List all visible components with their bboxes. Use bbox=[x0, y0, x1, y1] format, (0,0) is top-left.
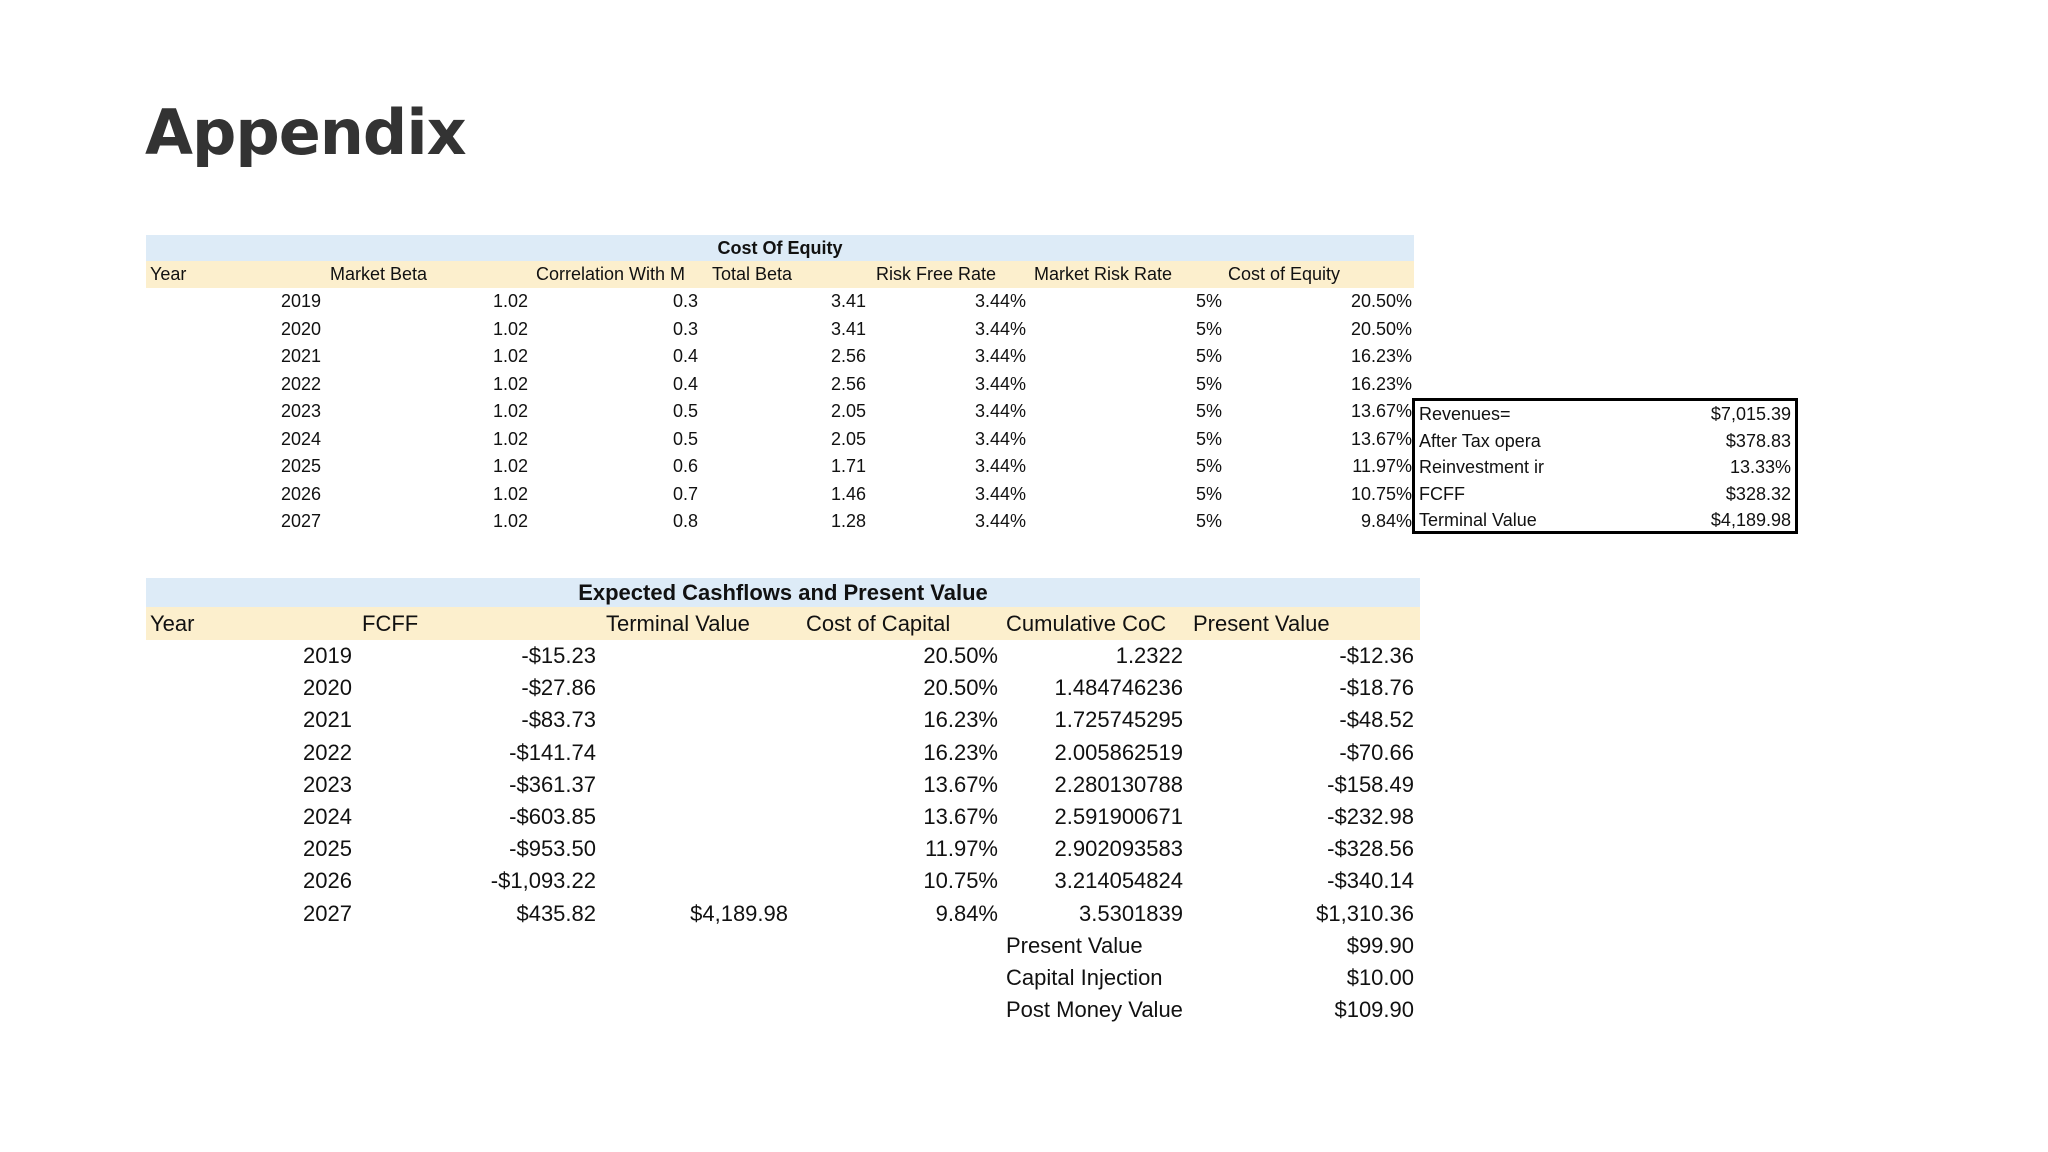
summary-value: $7,015.39 bbox=[1710, 404, 1791, 424]
table-row bbox=[146, 801, 1420, 833]
table-cell: 5% bbox=[1195, 373, 1222, 394]
table-cell: 16.23% bbox=[1350, 373, 1412, 394]
table-cell: 9.84% bbox=[1360, 511, 1412, 531]
table-cell: $435.82 bbox=[516, 900, 596, 926]
summary-value: $4,189.98 bbox=[1710, 510, 1791, 530]
table-cell: 2020 bbox=[303, 675, 352, 701]
table-cell: 2023 bbox=[280, 401, 321, 421]
table-cell: 2027 bbox=[280, 511, 321, 531]
table-cell: 3.214054824 bbox=[1054, 868, 1183, 894]
table-cell: -$83.73 bbox=[521, 707, 596, 733]
table-cell: 2022 bbox=[303, 739, 352, 765]
table-cell: 2019 bbox=[303, 643, 352, 668]
summary-row bbox=[1415, 481, 1795, 508]
summary-row bbox=[1415, 454, 1795, 481]
table-cell: 1.02 bbox=[492, 428, 528, 449]
table-cell: 1.02 bbox=[492, 346, 528, 366]
table-cell: 3.44% bbox=[974, 401, 1026, 421]
table-cell: 2024 bbox=[303, 803, 352, 829]
column-header: Year bbox=[150, 611, 195, 636]
table-cell: 3.44% bbox=[974, 483, 1026, 504]
summary-label: Terminal Value bbox=[1419, 510, 1537, 530]
summary-value: $328.32 bbox=[1725, 483, 1791, 504]
table-cell: 1.02 bbox=[492, 318, 528, 339]
column-header: Cost of Capital bbox=[806, 611, 951, 636]
table-cell: 16.23% bbox=[923, 707, 998, 733]
summary-label: Reinvestment ir bbox=[1419, 457, 1545, 477]
table-cell: 2.005862519 bbox=[1054, 739, 1183, 765]
table-cell: 3.5301839 bbox=[1079, 900, 1183, 926]
table-row bbox=[146, 371, 1414, 399]
table-cell: -$18.76 bbox=[1339, 675, 1414, 701]
table-cell: -$232.98 bbox=[1327, 803, 1414, 829]
table-cell: 5% bbox=[1195, 291, 1222, 311]
column-header: FCFF bbox=[362, 611, 419, 636]
column-header: Terminal Value bbox=[606, 611, 750, 636]
table-cell: 0.4 bbox=[672, 346, 698, 366]
total-label: Capital Injection bbox=[1006, 964, 1163, 990]
cashflows-table bbox=[146, 578, 1420, 1026]
summary-row bbox=[1415, 401, 1795, 428]
summary-label: FCFF bbox=[1419, 483, 1465, 504]
total-value: $109.90 bbox=[1334, 997, 1414, 1023]
valuation-summary-box bbox=[1412, 398, 1798, 534]
table-cell: 13.67% bbox=[1350, 401, 1412, 421]
table-cell: 0.5 bbox=[672, 428, 698, 449]
table-cell: 2022 bbox=[280, 373, 321, 394]
table-cell: 2019 bbox=[280, 291, 321, 311]
table-header-row bbox=[146, 607, 1420, 640]
column-header: Market Beta bbox=[330, 264, 428, 284]
table-cell: 2.56 bbox=[830, 373, 866, 394]
table-cell: 3.41 bbox=[830, 291, 866, 311]
table-cell: 1.28 bbox=[830, 511, 866, 531]
table-cell: 0.7 bbox=[672, 483, 698, 504]
summary-row bbox=[1415, 428, 1795, 455]
table-cell: 20.50% bbox=[1350, 291, 1412, 311]
table-cell: 13.67% bbox=[923, 803, 998, 829]
table-cell: 2.902093583 bbox=[1054, 836, 1183, 862]
table-cell: 5% bbox=[1195, 483, 1222, 504]
table-cell: 5% bbox=[1195, 511, 1222, 531]
table-cell: -$141.74 bbox=[509, 739, 596, 765]
table-caption: Expected Cashflows and Present Value bbox=[146, 578, 1420, 607]
table-row bbox=[146, 288, 1414, 316]
total-value: $99.90 bbox=[1346, 932, 1414, 958]
table-cell: 0.6 bbox=[672, 456, 698, 476]
table-cell: 10.75% bbox=[923, 868, 998, 894]
table-cell: 3.44% bbox=[974, 291, 1026, 311]
table-cell: -$15.23 bbox=[521, 643, 596, 668]
table-row bbox=[146, 898, 1420, 930]
summary-value: 13.33% bbox=[1729, 457, 1791, 477]
total-row bbox=[146, 994, 1420, 1026]
table-cell: -$340.14 bbox=[1327, 868, 1414, 894]
total-label: Present Value bbox=[1006, 932, 1143, 958]
summary-label: Revenues= bbox=[1419, 404, 1511, 424]
table-cell: 2023 bbox=[303, 771, 352, 797]
table-cell: 11.97% bbox=[1352, 456, 1412, 476]
page-title: Appendix bbox=[145, 96, 466, 169]
table-row bbox=[146, 453, 1414, 481]
column-header: Risk Free Rate bbox=[876, 264, 997, 284]
total-value: $10.00 bbox=[1346, 964, 1414, 990]
column-header: Present Value bbox=[1193, 611, 1330, 636]
table-cell: 2.05 bbox=[830, 401, 866, 421]
table-cell: 1.02 bbox=[492, 401, 528, 421]
total-row bbox=[146, 962, 1420, 994]
table-cell: 1.46 bbox=[830, 483, 866, 504]
table-caption: Cost Of Equity bbox=[146, 235, 1414, 261]
table-cell: 2027 bbox=[303, 900, 352, 926]
table-row bbox=[146, 737, 1420, 769]
table-cell: 20.50% bbox=[1350, 318, 1412, 339]
table-row bbox=[146, 426, 1414, 454]
table-cell: 10.75% bbox=[1350, 483, 1412, 504]
table-cell: -$158.49 bbox=[1327, 771, 1414, 797]
table-cell: $4,189.98 bbox=[690, 900, 788, 926]
table-cell: 3.44% bbox=[974, 456, 1026, 476]
table-cell: 16.23% bbox=[1350, 346, 1412, 366]
table-cell: 2.591900671 bbox=[1054, 803, 1183, 829]
column-header: Cumulative CoC bbox=[1006, 611, 1167, 636]
table-cell: 3.44% bbox=[974, 346, 1026, 366]
table-cell: 16.23% bbox=[923, 739, 998, 765]
table-cell: 1.02 bbox=[492, 291, 528, 311]
table-cell: 3.44% bbox=[974, 318, 1026, 339]
table-cell: 5% bbox=[1195, 346, 1222, 366]
table-row bbox=[146, 704, 1420, 736]
table-header-row bbox=[146, 261, 1414, 288]
table-row bbox=[146, 508, 1414, 536]
table-cell: 0.4 bbox=[672, 373, 698, 394]
table-cell: 2.56 bbox=[830, 346, 866, 366]
table-cell: 2024 bbox=[280, 428, 321, 449]
table-row bbox=[146, 343, 1414, 371]
table-cell: 0.5 bbox=[672, 401, 698, 421]
table-cell: 1.02 bbox=[492, 456, 528, 476]
table-cell: $1,310.36 bbox=[1316, 900, 1414, 926]
table-cell: 0.3 bbox=[672, 291, 698, 311]
table-cell: 2.280130788 bbox=[1054, 771, 1183, 797]
table-cell: 3.41 bbox=[830, 318, 866, 339]
table-cell: -$603.85 bbox=[509, 803, 596, 829]
table-cell: 1.71 bbox=[830, 456, 866, 476]
table-row bbox=[146, 316, 1414, 344]
table-cell: 5% bbox=[1195, 456, 1222, 476]
table-cell: -$48.52 bbox=[1339, 707, 1414, 733]
table-cell: 3.44% bbox=[974, 373, 1026, 394]
table-cell: 13.67% bbox=[923, 771, 998, 797]
table-cell: -$953.50 bbox=[509, 836, 596, 862]
table-cell: 11.97% bbox=[925, 836, 998, 862]
table-cell: 9.84% bbox=[935, 900, 998, 926]
table-cell: 1.2322 bbox=[1115, 643, 1183, 668]
column-header: Total Beta bbox=[712, 264, 793, 284]
column-header: Year bbox=[150, 264, 187, 284]
column-header: Market Risk Rate bbox=[1034, 264, 1173, 284]
table-cell: -$12.36 bbox=[1339, 643, 1414, 668]
table-cell: 5% bbox=[1195, 401, 1222, 421]
summary-row bbox=[1415, 507, 1795, 534]
total-label: Post Money Value bbox=[1006, 997, 1183, 1023]
table-row bbox=[146, 398, 1414, 426]
table-cell: 0.3 bbox=[672, 318, 698, 339]
table-cell: 2026 bbox=[280, 483, 321, 504]
summary-label: After Tax opera bbox=[1419, 430, 1541, 451]
table-row bbox=[146, 865, 1420, 897]
table-cell: 1.484746236 bbox=[1054, 675, 1183, 701]
table-cell: 1.02 bbox=[492, 483, 528, 504]
table-cell: 2021 bbox=[280, 346, 321, 366]
table-cell: 0.8 bbox=[672, 511, 698, 531]
table-cell: 5% bbox=[1195, 428, 1222, 449]
table-cell: 2.05 bbox=[830, 428, 866, 449]
table-row bbox=[146, 769, 1420, 801]
total-row bbox=[146, 930, 1420, 962]
table-cell: 3.44% bbox=[974, 428, 1026, 449]
table-row bbox=[146, 640, 1420, 672]
cost-of-equity-table bbox=[146, 235, 1414, 536]
table-row bbox=[146, 833, 1420, 865]
column-header: Correlation With M bbox=[536, 264, 686, 284]
table-cell: 20.50% bbox=[923, 643, 998, 668]
table-cell: 2025 bbox=[303, 836, 352, 862]
table-cell: 13.67% bbox=[1350, 428, 1412, 449]
table-cell: -$70.66 bbox=[1339, 739, 1414, 765]
table-cell: 1.02 bbox=[492, 373, 528, 394]
table-cell: 2020 bbox=[280, 318, 321, 339]
table-cell: -$27.86 bbox=[521, 675, 596, 701]
column-header: Cost of Equity bbox=[1228, 264, 1341, 284]
table-cell: 2021 bbox=[303, 707, 352, 733]
table-cell: 3.44% bbox=[974, 511, 1026, 531]
table-cell: 5% bbox=[1195, 318, 1222, 339]
summary-value: $378.83 bbox=[1725, 430, 1791, 451]
table-cell: 2026 bbox=[303, 868, 352, 894]
table-cell: 1.725745295 bbox=[1054, 707, 1183, 733]
table-cell: 2025 bbox=[280, 456, 321, 476]
table-cell: 1.02 bbox=[492, 511, 528, 531]
table-row bbox=[146, 481, 1414, 509]
table-cell: 20.50% bbox=[923, 675, 998, 701]
table-row bbox=[146, 672, 1420, 704]
table-cell: -$328.56 bbox=[1327, 836, 1414, 862]
table-cell: -$361.37 bbox=[509, 771, 596, 797]
table-cell: -$1,093.22 bbox=[490, 868, 596, 894]
